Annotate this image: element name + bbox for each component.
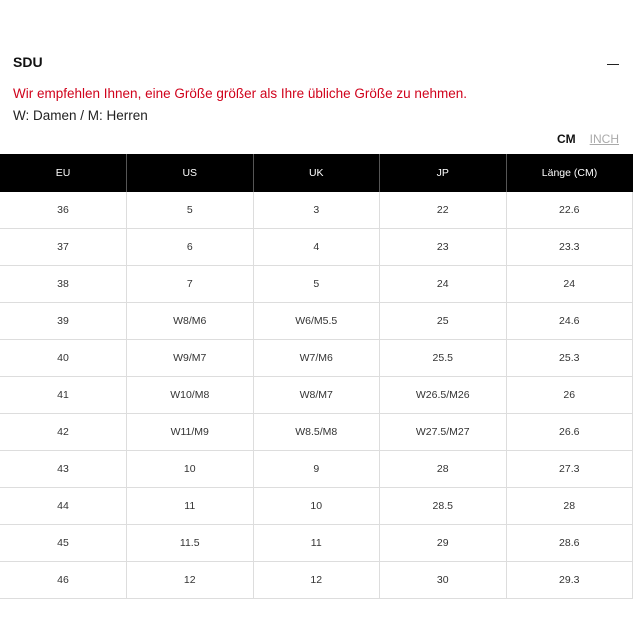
table-cell: 12: [253, 562, 380, 599]
table-cell: W7/M6: [253, 340, 380, 377]
table-cell: 28.5: [380, 488, 507, 525]
table-cell: 25.3: [506, 340, 633, 377]
table-cell: 27.3: [506, 451, 633, 488]
table-cell: 25: [380, 303, 507, 340]
table-cell: 38: [0, 266, 127, 303]
table-cell: 26: [506, 377, 633, 414]
table-cell: W8.5/M8: [253, 414, 380, 451]
table-cell: 11: [127, 488, 254, 525]
table-cell: 5: [127, 192, 254, 229]
column-header-eu: EU: [0, 154, 127, 192]
table-cell: 6: [127, 229, 254, 266]
table-cell: 28: [380, 451, 507, 488]
column-header-uk: UK: [253, 154, 380, 192]
table-cell: 24.6: [506, 303, 633, 340]
table-cell: 29.3: [506, 562, 633, 599]
table-cell: 7: [127, 266, 254, 303]
column-header-us: US: [127, 154, 254, 192]
size-recommendation-note: Wir empfehlen Ihnen, eine Größe größer als Ihre übliche Größe zu nehmen.: [13, 86, 467, 101]
table-cell: 24: [506, 266, 633, 303]
table-cell: 30: [380, 562, 507, 599]
table-cell: W6/M5.5: [253, 303, 380, 340]
table-cell: 40: [0, 340, 127, 377]
table-header-row: [0, 154, 633, 192]
table-cell: 11: [253, 525, 380, 562]
table-row: [0, 229, 633, 266]
table-cell: W11/M9: [127, 414, 254, 451]
column-header-length: Länge (CM): [506, 154, 633, 192]
table-cell: 9: [253, 451, 380, 488]
table-cell: 43: [0, 451, 127, 488]
table-cell: 10: [127, 451, 254, 488]
table-cell: W27.5/M27: [380, 414, 507, 451]
table-cell: 12: [127, 562, 254, 599]
table-cell: W10/M8: [127, 377, 254, 414]
unit-cm-button[interactable]: CM: [556, 132, 576, 146]
table-row: [0, 266, 633, 303]
table-cell: 42: [0, 414, 127, 451]
table-cell: 10: [253, 488, 380, 525]
table-cell: W8/M6: [127, 303, 254, 340]
table-cell: 46: [0, 562, 127, 599]
table-row: [0, 192, 633, 229]
table-cell: 26.6: [506, 414, 633, 451]
table-cell: 28.6: [506, 525, 633, 562]
table-row: [0, 377, 633, 414]
size-chart-table: [0, 154, 633, 599]
table-cell: 25.5: [380, 340, 507, 377]
table-cell: 39: [0, 303, 127, 340]
table-cell: 29: [380, 525, 507, 562]
table-cell: 11.5: [127, 525, 254, 562]
table-cell: 5: [253, 266, 380, 303]
collapse-icon[interactable]: [607, 56, 619, 68]
table-cell: 23.3: [506, 229, 633, 266]
table-cell: W26.5/M26: [380, 377, 507, 414]
table-row: [0, 562, 633, 599]
table-cell: 36: [0, 192, 127, 229]
table-cell: W9/M7: [127, 340, 254, 377]
gender-legend: W: Damen / M: Herren: [13, 108, 148, 123]
table-cell: 37: [0, 229, 127, 266]
unit-toggle: [557, 132, 619, 146]
table-cell: 23: [380, 229, 507, 266]
table-row: [0, 340, 633, 377]
column-header-jp: JP: [380, 154, 507, 192]
table-row: [0, 414, 633, 451]
table-row: [0, 488, 633, 525]
table-cell: 22: [380, 192, 507, 229]
brand-title: SDU: [13, 54, 43, 70]
table-cell: 4: [253, 229, 380, 266]
table-cell: 28: [506, 488, 633, 525]
table-cell: 45: [0, 525, 127, 562]
table-row: [0, 303, 633, 340]
table-cell: 3: [253, 192, 380, 229]
unit-inch-button[interactable]: INCH: [589, 132, 619, 146]
table-row: [0, 525, 633, 562]
table-cell: 24: [380, 266, 507, 303]
table-cell: 41: [0, 377, 127, 414]
table-row: [0, 451, 633, 488]
table-cell: 44: [0, 488, 127, 525]
table-cell: W8/M7: [253, 377, 380, 414]
table-cell: 22.6: [506, 192, 633, 229]
